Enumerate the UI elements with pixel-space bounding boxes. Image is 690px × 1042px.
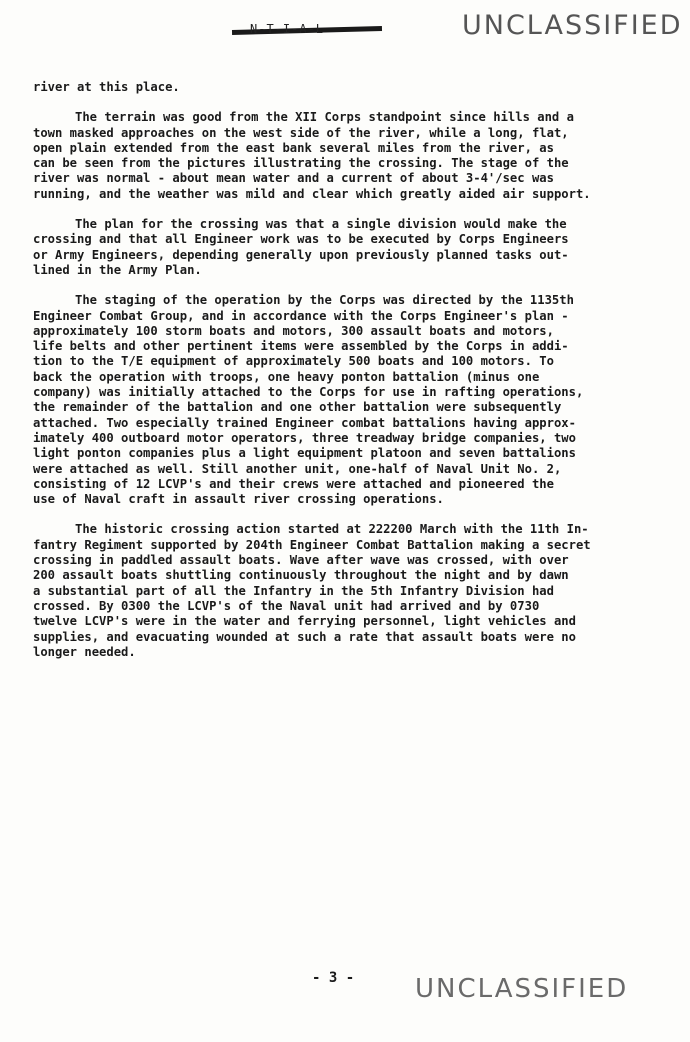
unclassified-stamp-top: UNCLASSIFIED bbox=[462, 10, 683, 41]
page-number: - 3 - bbox=[312, 970, 355, 986]
document-body bbox=[33, 80, 663, 675]
paragraph-plan: The plan for the crossing was that a single division would make the crossing and that all Engineer work was to be executed by Corps Engineers or Army Engineers, depending generally upon previously planned tasks out- lined in the Army Plan. bbox=[33, 217, 569, 277]
paragraph-crossing-action: The historic crossing action started at 222200 March with the 11th In- fantry Regiment supported by 204th Engineer Combat Battalion making a secret crossing in paddled assault boats. Wave after wave was crossed, with over 200 assault boats shuttling continuously throughout the night and by dawn a substantial part of all the Infantry in the 5th Infantry Division had crossed. By 0300 the LCVP's of the Naval unit had arrived and by 0730 twelve LCVP's were in the water and ferrying personnel, light vehicles and supplies, and evacuating wounded at such a rate that assault boats were no longer needed. bbox=[33, 522, 591, 659]
classification-mark: N-T-I-A-L bbox=[250, 22, 325, 36]
paragraph-continuation: river at this place. bbox=[33, 80, 180, 94]
unclassified-stamp-bottom: UNCLASSIFIED bbox=[415, 974, 629, 1004]
paragraph-staging: The staging of the operation by the Corps was directed by the 1135th Engineer Combat Group, and in accordance with the Corps Engineer's plan - approximately 100 storm boats and motors, 300 assault boats and motors, life belts and other pertinent items were assembled by the Corps in addi- tion to the T/E equipment of approximately 500 boats and 100 motors. To back the operation with troops, one heavy ponton battalion (minus one company) was initially attached to the Corps for use in rafting operations, the remainder of the battalion and one other battalion were subsequently attached. Two especially trained Engineer combat battalions having approx- imately 400 outboard motor operators, three treadway bridge companies, two light ponton companies plus a light equipment platoon and seven battalions were attached as well. Still another unit, one-half of Naval Unit No. 2, consisting of 12 LCVP's and their crews were attached and pioneered the use of Naval craft in assault river crossing operations. bbox=[33, 293, 584, 507]
paragraph-terrain: The terrain was good from the XII Corps standpoint since hills and a town masked approaches on the west side of the river, while a long, flat, open plain extended from the east bank several miles from the river, as can be seen from the pictures illustrating the crossing. The stage of the river was normal - about mean water and a current of about 3-4'/sec was running, and the weather was mild and clear which greatly aided air support. bbox=[33, 110, 591, 201]
